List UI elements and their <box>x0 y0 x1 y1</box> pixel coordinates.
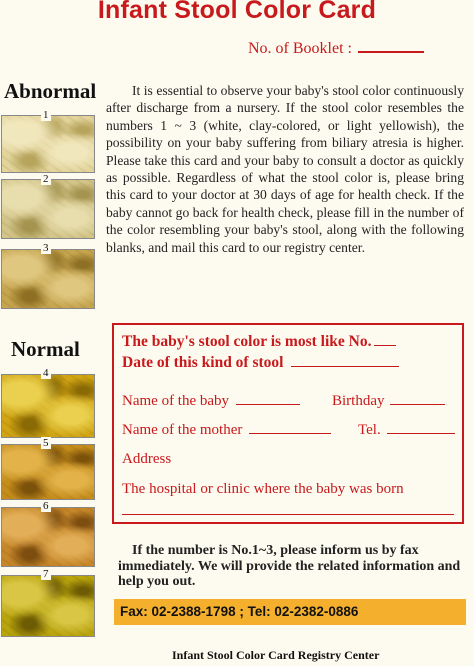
swatch-number-5: 5 <box>43 437 49 449</box>
swatch-number-7: 7 <box>43 568 49 580</box>
birthday-field[interactable] <box>332 393 445 410</box>
booklet-number-field[interactable] <box>248 40 424 58</box>
tel-label: Tel. <box>358 422 381 438</box>
mother-name-label: Name of the mother <box>122 422 243 438</box>
instructions-text: It is essential to observe your baby's stool color continuously after discharge from a nursery. If the stool color resembles the numbers 1 ~ 3 (white, clay-colored, or light yellowish), the possibility on your baby suffering from biliary atresia is higher. Please take this card and your baby to consult a doctor as quickly as possible. Regardless of what the stool color is, please bring this card to your doctor at 30 days of age for health check. If the baby cannot go back for health check, please fill in the number of the color resembling your baby's stool, along with the following blanks, and mail this card to our registry center. <box>106 83 464 255</box>
baby-name-label: Name of the baby <box>122 393 230 409</box>
stool-date-label: Date of this kind of stool <box>122 354 284 371</box>
birthday-blank[interactable] <box>390 403 445 405</box>
fax-notice <box>118 543 466 590</box>
booklet-number-blank[interactable] <box>358 51 424 53</box>
tel-field[interactable] <box>358 422 455 439</box>
stool-swatch-3 <box>1 249 95 309</box>
mother-name-field[interactable] <box>122 422 331 439</box>
swatch-number-3: 3 <box>43 242 49 254</box>
card-title: Infant Stool Color Card <box>97 0 377 24</box>
swatch-number-1: 1 <box>43 109 49 121</box>
address-field[interactable] <box>122 451 171 468</box>
registry-center-footer: Infant Stool Color Card Registry Center <box>172 648 380 662</box>
stool-swatch-2 <box>1 179 95 239</box>
stool-number-blank[interactable] <box>374 344 396 346</box>
stool-swatch-6 <box>1 507 95 567</box>
hospital-field[interactable] <box>122 481 404 498</box>
fax-notice-text: If the number is No.1~3, please inform us by fax immediately. We will provide the related information and help you out. <box>118 543 461 589</box>
stool-swatch-4 <box>1 374 95 438</box>
stool-swatch-7 <box>1 575 95 637</box>
birthday-label: Birthday <box>332 393 385 409</box>
swatch-number-6: 6 <box>43 500 49 512</box>
swatch-number-4: 4 <box>43 367 49 379</box>
tel-blank[interactable] <box>387 432 455 434</box>
stool-swatch-1 <box>1 115 95 173</box>
booklet-number-label: No. of Booklet : <box>248 40 352 57</box>
abnormal-label: Abnormal <box>4 79 97 103</box>
instructions-paragraph <box>106 82 464 256</box>
report-form <box>112 323 464 524</box>
stool-date-blank[interactable] <box>291 365 399 367</box>
baby-name-blank[interactable] <box>236 403 300 405</box>
mother-name-blank[interactable] <box>249 432 331 434</box>
contact-banner: Fax: 02-2388-1798 ; Tel: 02-2382-0886 <box>114 599 466 625</box>
hospital-blank[interactable] <box>122 513 454 515</box>
address-label: Address <box>122 451 172 467</box>
swatch-number-2: 2 <box>43 173 49 185</box>
baby-name-field[interactable] <box>122 393 300 410</box>
stool-swatch-5 <box>1 444 95 500</box>
normal-label: Normal <box>11 337 80 361</box>
stool-number-field[interactable] <box>122 333 396 351</box>
stool-number-label: The baby's stool color is most like No. <box>122 333 372 350</box>
stool-date-field[interactable] <box>122 354 399 372</box>
hospital-label: The hospital or clinic where the baby was born <box>122 481 404 497</box>
